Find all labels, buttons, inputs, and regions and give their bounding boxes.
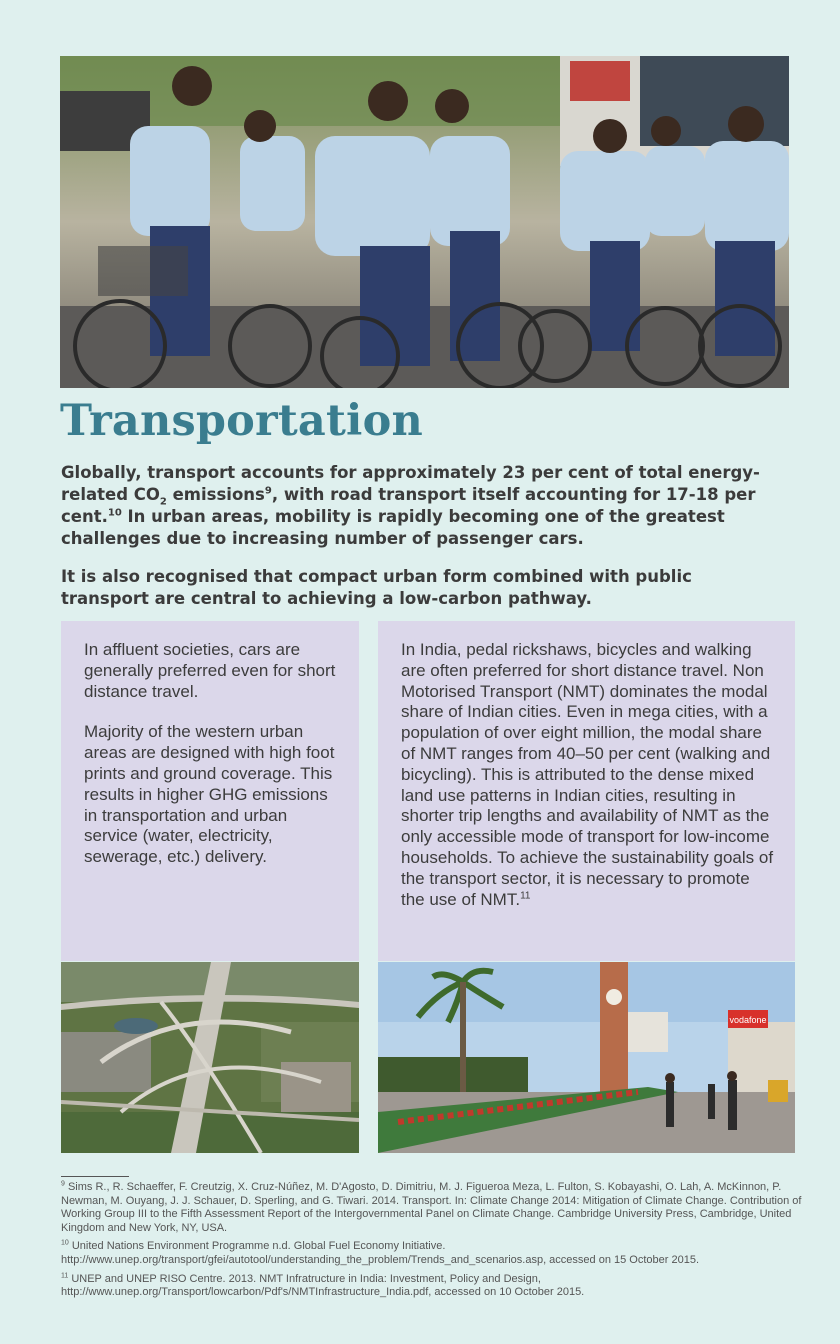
footnote-number: 9 [61, 1180, 65, 1188]
intro-paragraph [61, 462, 781, 550]
footnote-text: United Nations Environment Programme n.d. Global Fuel Economy Initiative. http://www.unep.org/transport/gfei/autotool/understanding_the_problem/Trends_and_scenarios.asp, accessed on 15 October 2015. [61, 1240, 699, 1266]
india-nmt-box [378, 621, 795, 961]
footnote-11 [61, 1273, 811, 1300]
affluent-paragraph-1: In affluent societies, cars are generally preferred even for short distance travel. [84, 640, 336, 701]
footnote-number: 11 [61, 1271, 69, 1279]
india-street-clocktower-photo [378, 962, 795, 1153]
footnote-ref-11[interactable]: 11 [520, 889, 531, 901]
intro-text-part3: , with road transport itself accounting for 17-18 per cent. [61, 485, 756, 526]
footnote-ref-10[interactable]: 10 [107, 507, 122, 519]
footnote-number: 10 [61, 1239, 69, 1247]
footnote-9 [61, 1181, 811, 1235]
affluent-societies-box [61, 621, 359, 961]
page-title: Transportation [60, 396, 423, 446]
intro-text-part2: emissions [166, 485, 265, 504]
india-paragraph [401, 640, 775, 910]
footnote-separator [61, 1176, 129, 1177]
india-paragraph-text: In India, pedal rickshaws, bicycles and walking are often preferred for short distance travel. Non Motorised Transport (NMT) dominates the modal share of Indian cities. Even in mega cities, with a population of over eight million, the modal share of NMT ranges from 40–50 per cent (walking and bicycling). This is attributed to the dense mixed land use patterns in Indian cities, resulting in shorter trip lengths and availability of NMT as the only accessible mode of transport for low-income households. To achieve the sustainability goals of the transport sector, it is necessary to promote the use of NMT. [401, 640, 774, 909]
footnote-ref-9[interactable]: 9 [264, 485, 272, 497]
intro-paragraph-2: It is also recognised that compact urban form combined with public transport are central to achieving a low-carbon pathway. [61, 567, 692, 608]
highway-interchange-photo [61, 962, 359, 1153]
vodafone-sign-text: vodafone [729, 1015, 767, 1025]
footnote-text: UNEP and UNEP RISO Centre. 2013. NMT Infratructure in India: Investment, Policy and Design, http://www.unep.org/Transport/lowcarbon/Pdf's/NMTInfrastructure_India.pdf, accessed on 10 October 2015. [61, 1272, 585, 1299]
co2-subscript: 2 [159, 496, 167, 508]
affluent-paragraph-2: Majority of the western urban areas are designed with high foot prints and ground coverage. This results in higher GHG emissions in transportation and urban service (water, electricity, sewerage, etc.) delivery. [84, 722, 335, 867]
hero-photo-students-cycling [60, 56, 789, 388]
footnote-10 [61, 1240, 811, 1267]
intro-text-part1: Globally, transport accounts for approximately 23 per cent of total energy-related CO [61, 463, 760, 504]
footnote-text: Sims R., R. Schaeffer, F. Creutzig, X. Cruz-Núñez, M. D'Agosto, D. Dimitriu, M. J. Figueroa Meza, L. Fulton, S. Kobayashi, O. Lah, A. McKinnon, P. Newman, M. Ouyang, J. J. Schauer, D. Sperling, and G. Tiwari. 2014. Transport. In: Climate Change 2014: Mitigation of Climate Change. Contribution of Working Group III to the Fifth Assessment Report of the Intergovernmental Panel on Climate Change. Cambridge University Press, Cambridge, United Kingdom and New York, NY, USA. [61, 1181, 802, 1234]
footnotes [61, 1181, 811, 1305]
intro-text-part4: In urban areas, mobility is rapidly becoming one of the greatest challenges due to increasing number of passenger cars. [61, 507, 725, 548]
